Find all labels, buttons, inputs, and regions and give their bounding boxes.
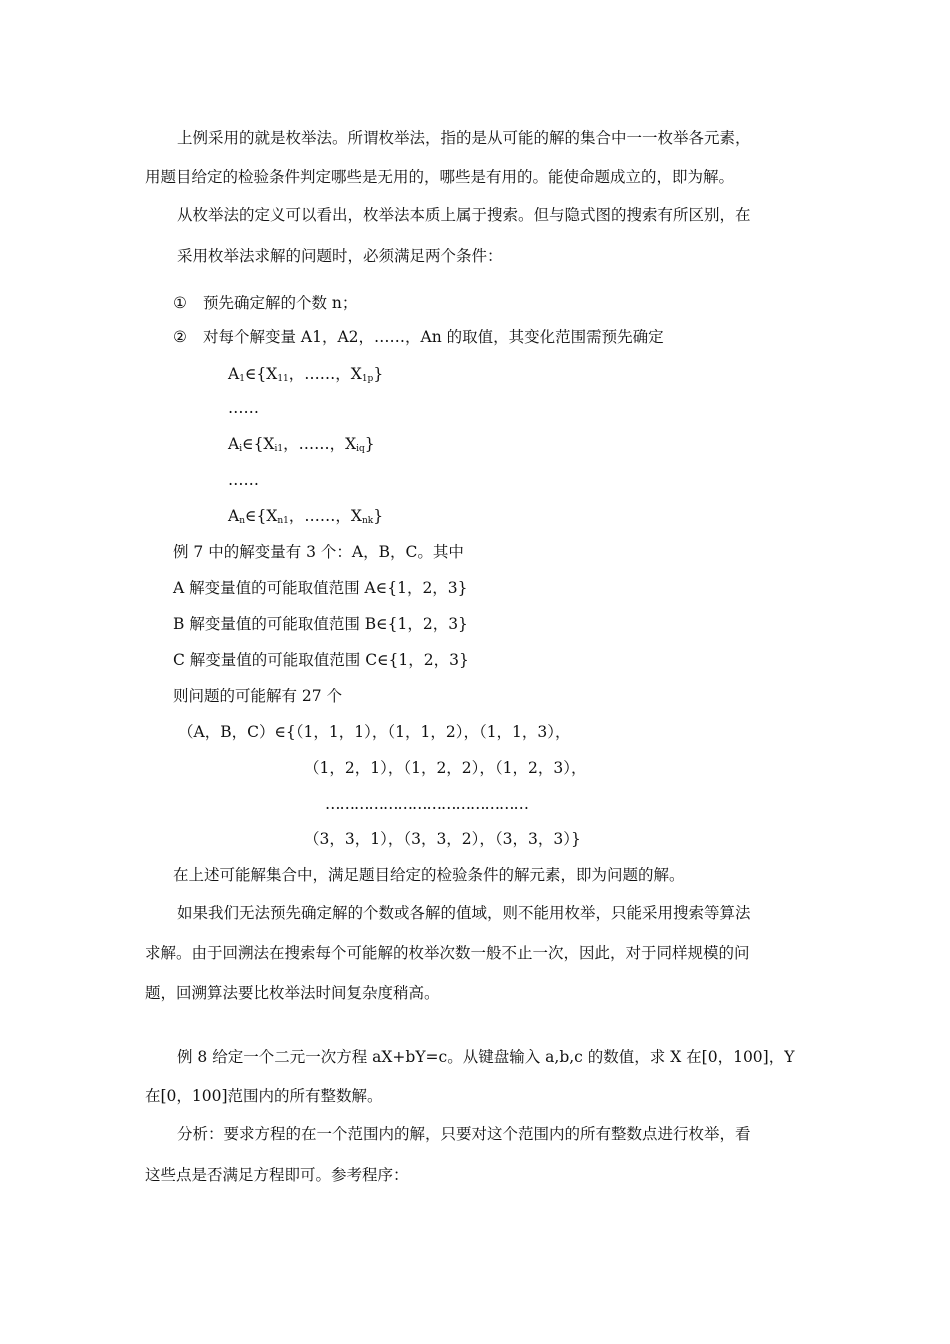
condition-1-marker: ① bbox=[173, 294, 187, 312]
para1-line2: 用题目给定的检验条件判定哪些是无用的，哪些是有用的。能使命题成立的，即为解。 bbox=[145, 168, 735, 186]
example7-intro: 例 7 中的解变量有 3 个：A，B，C。其中 bbox=[173, 543, 464, 561]
para2-line2: 采用枚举法求解的问题时，必须满足两个条件： bbox=[177, 247, 503, 265]
solution-set-line3: （3，3，1），（3，3，2），（3，3，3）} bbox=[304, 830, 581, 848]
range-dots-2: …… bbox=[228, 471, 259, 489]
condition-1 bbox=[173, 293, 357, 313]
condition-2 bbox=[173, 327, 664, 347]
condition-1-text: 预先确定解的个数 n； bbox=[203, 294, 358, 312]
para1-line1: 上例采用的就是枚举法。所谓枚举法，指的是从可能的解的集合中一一枚举各元素， bbox=[177, 129, 751, 147]
example7-range-b: B 解变量值的可能取值范围 B∈{1，2，3} bbox=[173, 615, 468, 633]
range-dots-1: …… bbox=[228, 399, 259, 417]
para2-line1: 从枚举法的定义可以看出，枚举法本质上属于搜索。但与隐式图的搜索有所区别，在 bbox=[177, 206, 751, 224]
solution-set-line2: （1，2，1），（1，2，2），（1，2，3）， bbox=[304, 759, 587, 777]
para4-line3: 题，回溯算法要比枚举法时间复杂度稍高。 bbox=[145, 984, 440, 1002]
condition-2-text: 对每个解变量 A1，A2，……，An 的取值，其变化范围需预先确定 bbox=[203, 328, 664, 346]
analysis-line2: 这些点是否满足方程即可。参考程序： bbox=[145, 1166, 409, 1184]
para4-line2: 求解。由于回溯法在搜索每个可能解的枚举次数一般不止一次，因此，对于同样规模的问 bbox=[145, 944, 750, 962]
condition-2-marker: ② bbox=[173, 328, 187, 346]
para3: 在上述可能解集合中，满足题目给定的检验条件的解元素，即为问题的解。 bbox=[173, 866, 685, 884]
example7-count: 则问题的可能解有 27 个 bbox=[173, 687, 343, 705]
range-an: $A_n\in\{X_{n1}$，……，$X_{nk}$} bbox=[228, 507, 384, 526]
example8-line2: 在[0，100]范围内的所有整数解。 bbox=[145, 1087, 383, 1105]
example7-range-a: A 解变量值的可能取值范围 A∈{1，2，3} bbox=[173, 579, 468, 597]
solution-set-dots: …………………………………… bbox=[325, 795, 528, 813]
analysis-line1: 分析：要求方程的在一个范围内的解，只要对这个范围内的所有整数点进行枚举，看 bbox=[177, 1125, 751, 1143]
range-ai: $A_i\in\{X_{i1}$，……，$X_{iq}$} bbox=[228, 435, 375, 454]
solution-set-line1: （A，B，C）∈{（1，1，1），（1，1，2），（1，1，3）， bbox=[178, 723, 571, 741]
para4-line1: 如果我们无法预先确定解的个数或各解的值域，则不能用枚举，只能采用搜索等算法 bbox=[177, 904, 751, 922]
example8-line1: 例 8 给定一个二元一次方程 aX+bY=c。从键盘输入 a,b,c 的数值，求 X 在[0，100]，Y bbox=[177, 1048, 795, 1066]
example7-range-c: C 解变量值的可能取值范围 C∈{1，2，3} bbox=[173, 651, 469, 669]
range-a1: $A_1\in\{X_{11}$，……，$X_{1p}$} bbox=[228, 365, 384, 384]
